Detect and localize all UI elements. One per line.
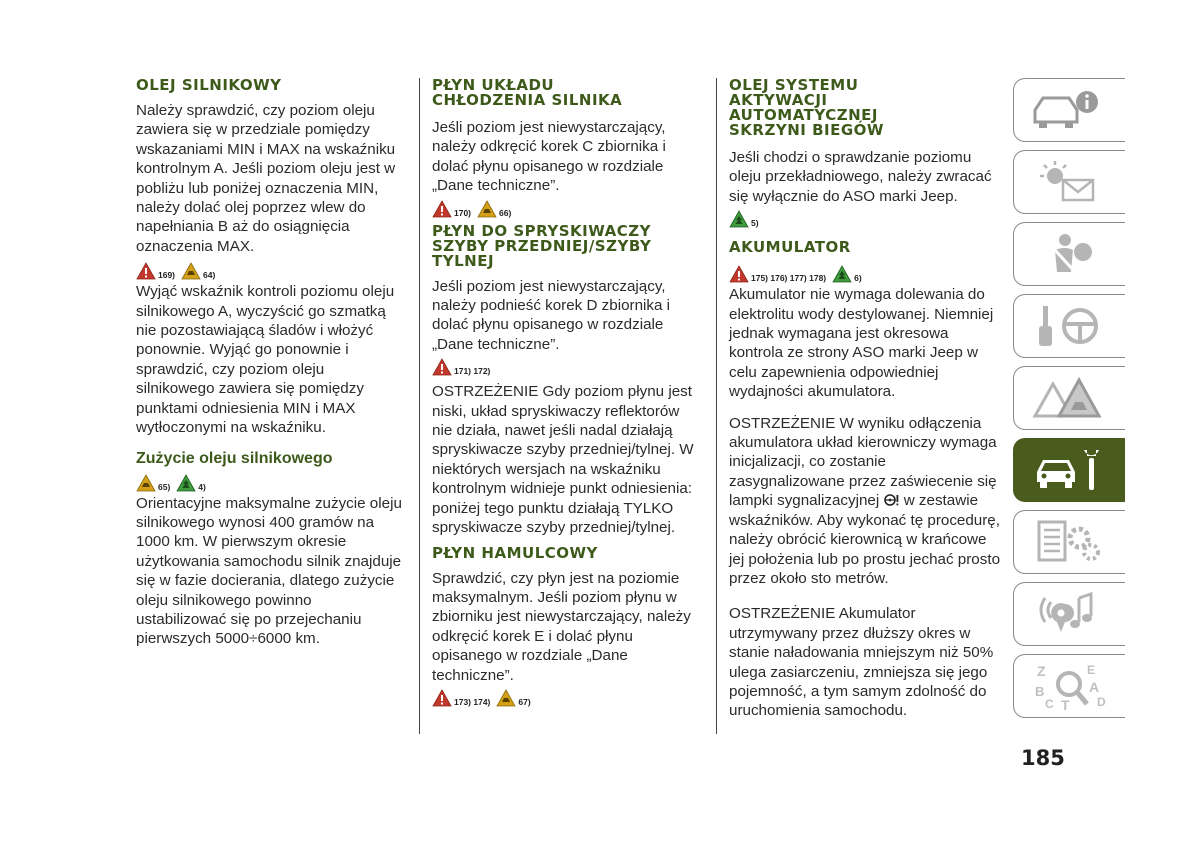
paragraph: OSTRZEŻENIE Akumulator utrzymywany przez dłuższy okres w stanie naładowania mniejszym niż 50% ulega zasiarczeniu, zmniejsza się jego pojemność, a tym samym zdolność do uruchomienia samochodu. [729,605,994,720]
section-heading-brake-fluid: PŁYN HAMULCOWY [432,543,598,562]
warning-references [729,208,1001,230]
environment-warning-icon [832,265,852,283]
paragraph: OSTRZEŻENIE W wyniku odłączenia akumulatora układ kierowniczy wymaga inicjalizacji, co zostanie zasygnalizowane przez zaświecenie się lampki sygnalizacyjnej w zestawie wskaźników. Aby wykonać tę procedurę, należy obrócić kierownicą w krańcowe jej położenia lub po prostu jechać prosto przez około sto metrów. [729,414,1001,587]
section-heading-battery: AKUMULATOR [729,238,851,257]
reference-number: 67) [518,696,531,707]
svg-text:T: T [1060,697,1070,712]
tab-technical-data[interactable] [1013,510,1125,574]
multimedia-icon [1025,588,1115,640]
caution-warning-icon [496,689,516,707]
svg-text:E: E [1086,663,1095,677]
environment-warning-icon [176,474,196,492]
caution-warning-icon [136,474,156,492]
svg-text:Z: Z [1036,663,1046,679]
danger-warning-icon [432,200,452,218]
section-heading-transmission-oil: OLEJ SYSTEMU AKTYWACJI AUTOMATYCZNEJ SKRZYNI BIEGÓW [729,76,884,139]
paragraph: OSTRZEŻENIE Gdy poziom płynu jest niski, układ spryskiwaczy reflektorów nie działa, nawet jeśli nadal działają spryskiwacze szyby przedniej/tylnej. W niektórych wersjach na wskaźniku kontrolnym widnieje punkt odniesienia: poniżej tego punktu działają TYLKO spryskiwacze szyby przedniej/tylnej. [432,383,694,537]
environment-warning-icon [729,210,749,228]
column-divider [716,78,717,734]
specs-gears-icon [1025,516,1115,568]
reference-number: 169) [158,270,176,281]
paragraph: Orientacyjne maksymalne zużycie oleju silnikowego wynosi 400 gramów na 1000 km. W pierwszym okresie użytkowania samochodu silnik znajduje się w fazie docierania, dlatego zużycie oleju silnikowego powinno ustabilizować się po przejechaniu pierwszych 5000÷6000 km. [136,494,402,648]
tab-safety[interactable] [1013,222,1125,286]
tab-starting-driving[interactable] [1013,294,1125,358]
lights-message-icon [1025,156,1115,208]
warning-references [432,356,700,378]
tab-multimedia[interactable] [1013,582,1125,646]
danger-warning-icon [432,358,452,376]
tab-vehicle-info[interactable] [1013,78,1125,142]
airbag-seatbelt-icon [1025,228,1115,280]
chapter-tabs [1013,78,1125,726]
caution-warning-icon [477,200,497,218]
warning-references [729,263,1001,285]
reference-number: 64) [203,270,216,281]
reference-number: 170) [454,207,472,218]
caution-warning-icon [181,262,201,280]
section-heading-washer-fluid: PŁYN DO SPRYSKIWACZY SZYBY PRZEDNIEJ/SZYBY TYLNEJ [432,221,652,270]
column-3 [729,78,1001,721]
paragraph: Sprawdzić, czy płyn jest na poziomie maksymalnym. Jeśli poziom płynu w zbiorniku jest niewystarczający, należy odkręcić korek E i dolać płynu opisanego w rozdziale „Dane techniczne”. [432,569,691,684]
reference-number: 173) 174) [454,696,491,707]
svg-text:A: A [1088,679,1099,695]
reference-number: 65) [158,481,171,492]
section-heading-engine-oil: OLEJ SILNIKOWY [136,76,282,94]
danger-warning-icon [729,265,749,283]
column-divider [419,78,420,734]
paragraph: Akumulator nie wymaga dolewania do elektrolitu wody destylowanej. Niemniej jednak wymagana jest okresowa kontrola ze strony ASO marki Jeep w celu zapewnienia odpowiedniej wydajności akumulatora. [729,286,994,401]
warning-references [432,687,700,709]
reference-number: 175) 176) 177) 178) [751,273,827,284]
paragraph: Jeśli poziom jest niewystarczający, należy podnieść korek D zbiornika i dolać płynu opisanego w rozdziale „Dane techniczne”. [432,277,671,353]
subheading-oil-consumption: Zużycie oleju silnikowego [136,449,333,467]
warning-triangle-icon [1025,372,1115,424]
tab-maintenance[interactable] [1013,438,1125,502]
svg-text:D: D [1096,695,1106,709]
danger-warning-icon [432,689,452,707]
column-2 [432,78,700,709]
svg-text:B: B [1034,684,1044,699]
car-wrench-icon [1025,444,1115,496]
warning-references [432,198,700,220]
page-number: 185 [1021,746,1065,770]
svg-text:C: C [1044,697,1054,711]
tab-emergency[interactable] [1013,366,1125,430]
reference-number: 171) 172) [454,366,491,377]
alphabet-index-icon [1025,660,1115,712]
reference-number: 5) [751,218,759,229]
car-info-icon [1025,84,1115,136]
paragraph: Należy sprawdzić, czy poziom oleju zawiera się w przedziale pomiędzy wskazaniami MIN i MAX na wskaźniku kontrolnym A. Jeśli poziom oleju jest w pobliżu lub poniżej oznaczenia MIN, należy dolać olej poprzez wlew do napełniania B aż do osiągnięcia oznaczenia MAX. [136,102,396,255]
reference-number: 4) [198,481,206,492]
paragraph: Jeśli poziom jest niewystarczający, należy odkręcić korek C zbiornika i dolać płynu opisanego w rozdziale „Dane techniczne”. [432,119,666,195]
warning-references [136,260,404,282]
paragraph: Jeśli chodzi o sprawdzanie poziomu oleju przekładniowego, należy zwracać się wyłącznie do ASO marki Jeep. [729,149,992,205]
steering-warning-icon [884,493,900,507]
paragraph: Wyjąć wskaźnik kontroli poziomu oleju silnikowego A, wyczyścić go szmatką nie pozostawiającą śladów i włożyć ponownie. Wyjąć go ponownie i sprawdzić, czy poziom oleju silnikowego zawiera się pomiędzy punktami odniesienia MIN i MAX wytłoczonymi na wskaźniku. [136,283,395,437]
tab-index[interactable] [1013,654,1125,718]
reference-number: 66) [499,207,512,218]
column-1 [136,78,404,649]
tab-lights-messages[interactable] [1013,150,1125,214]
reference-number: 6) [854,273,862,284]
section-heading-coolant: PŁYN UKŁADU CHŁODZENIA SILNIKA [432,76,623,109]
danger-warning-icon [136,262,156,280]
warning-references [136,472,404,494]
key-steering-icon [1025,300,1115,352]
